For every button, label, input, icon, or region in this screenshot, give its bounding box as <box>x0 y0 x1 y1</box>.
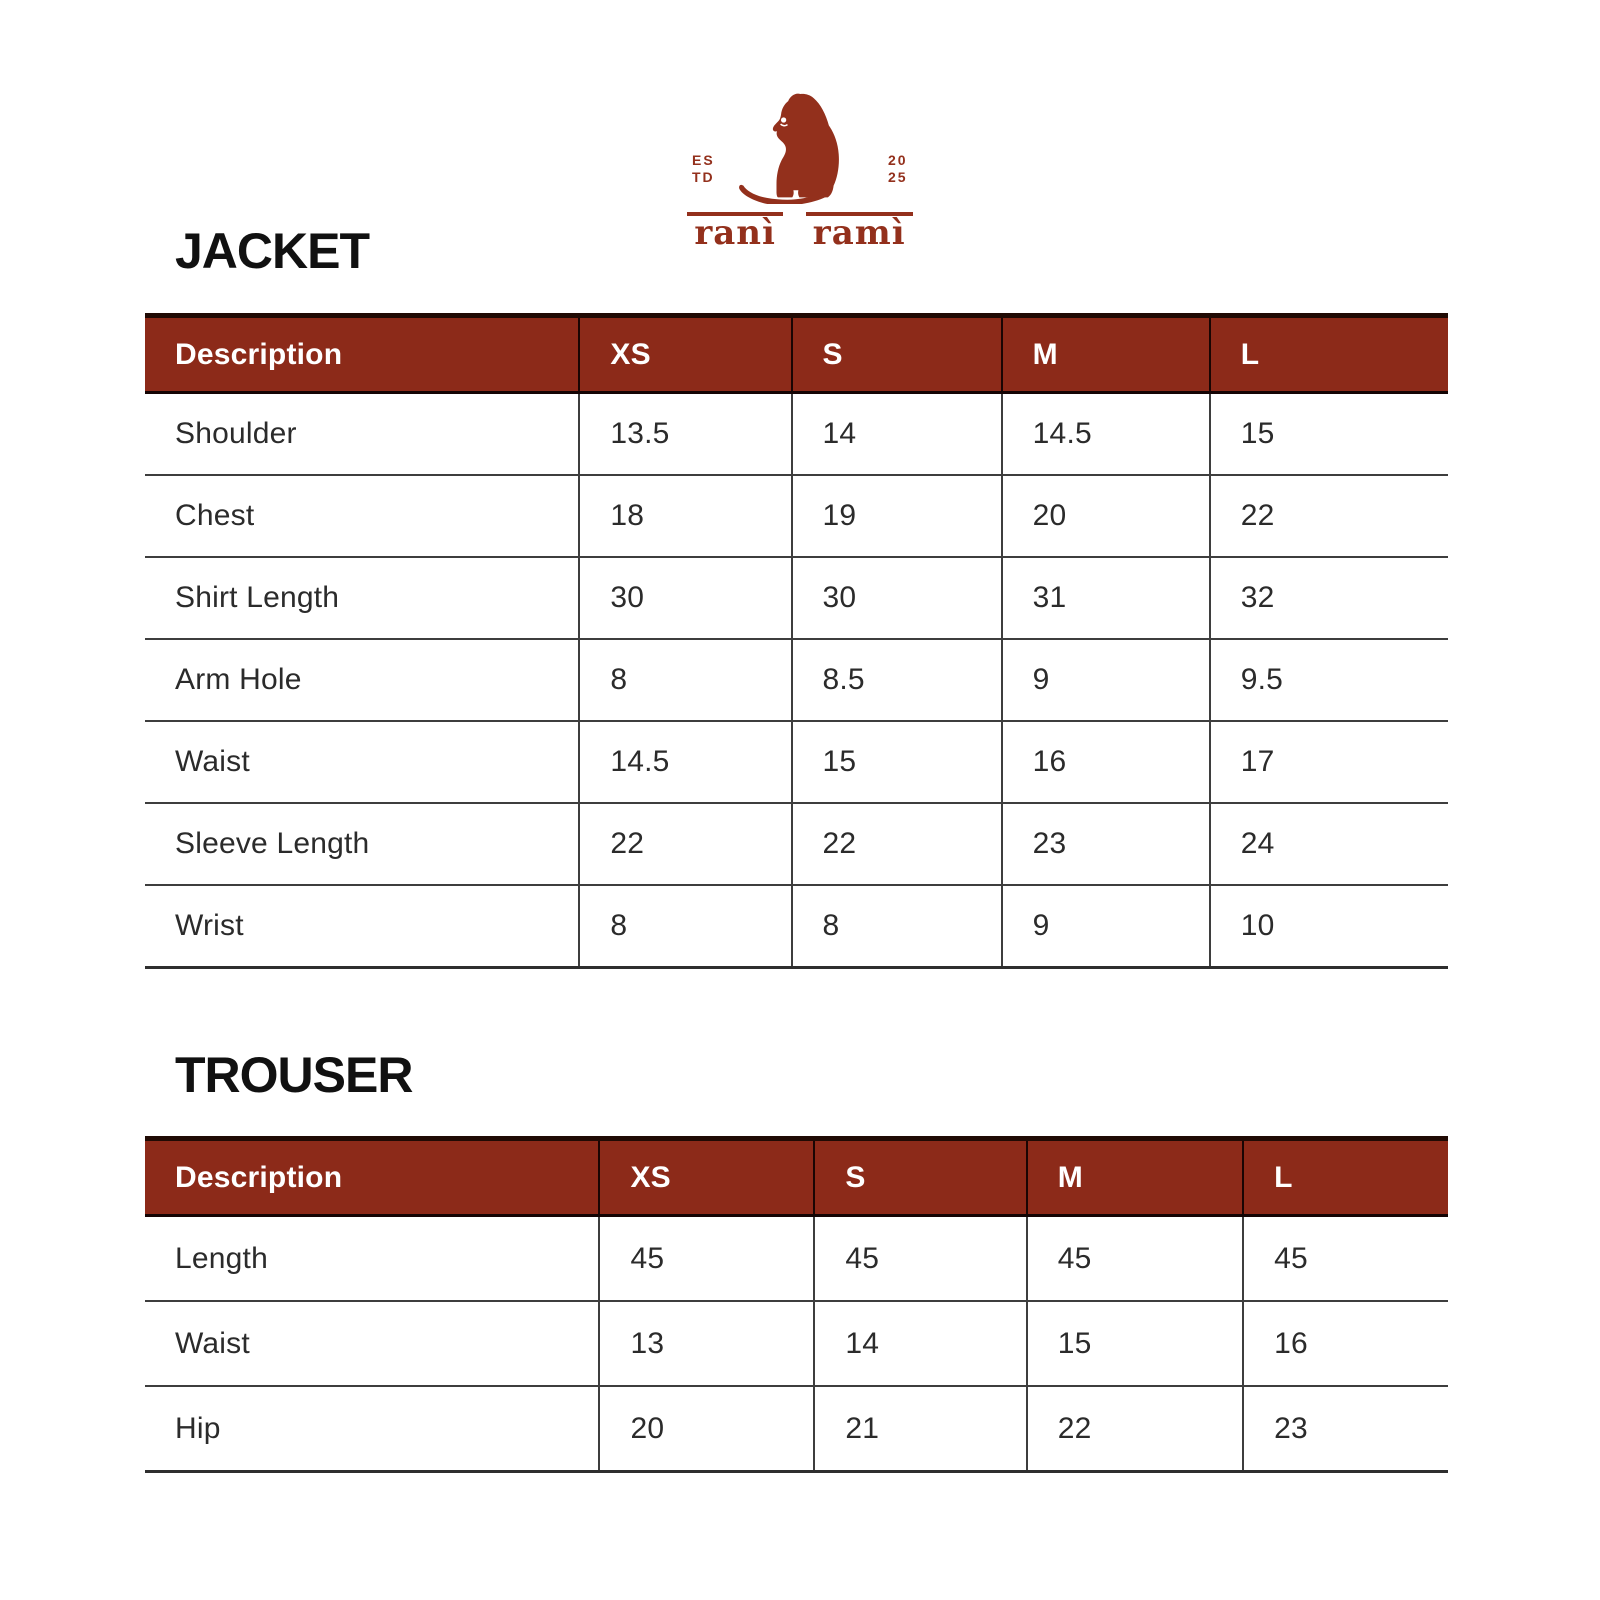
cell-value: 22 <box>578 804 790 884</box>
jacket-section-title: JACKET <box>175 223 370 279</box>
cell-value: 14 <box>791 394 1001 474</box>
table-row <box>145 804 1448 886</box>
cell-value: 22 <box>1026 1387 1242 1470</box>
estd-right-text <box>888 152 908 186</box>
row-label: Waist <box>175 1326 250 1360</box>
column-header-description: Description <box>175 337 343 371</box>
cell-value: 32 <box>1209 558 1448 638</box>
cell-value: 30 <box>578 558 790 638</box>
trouser-size-table <box>145 1136 1448 1473</box>
cell-value: 31 <box>1001 558 1209 638</box>
cell-value: 17 <box>1209 722 1448 802</box>
table-row <box>145 640 1448 722</box>
trouser-header-row <box>145 1141 1448 1217</box>
estd-line: TD <box>692 169 715 185</box>
estd-line: 20 <box>888 152 908 168</box>
cell-value: 21 <box>813 1387 1025 1470</box>
cell-value: 14.5 <box>578 722 790 802</box>
estd-line: 25 <box>888 169 908 185</box>
cell-value: 9.5 <box>1209 640 1448 720</box>
tiger-eye <box>781 117 786 122</box>
cell-value: 24 <box>1209 804 1448 884</box>
table-row <box>145 476 1448 558</box>
logo-art <box>650 90 950 210</box>
estd-left-text <box>692 152 715 186</box>
cell-value: 23 <box>1242 1387 1448 1470</box>
column-header-s: S <box>791 318 1001 391</box>
cell-value: 10 <box>1209 886 1448 966</box>
row-label: Hip <box>175 1411 221 1445</box>
cell-value: 45 <box>1026 1217 1242 1300</box>
cell-value: 15 <box>1026 1302 1242 1385</box>
cell-value: 13.5 <box>578 394 790 474</box>
cell-value: 18 <box>578 476 790 556</box>
cell-value: 9 <box>1001 640 1209 720</box>
table-row <box>145 1217 1448 1302</box>
cell-value: 16 <box>1242 1302 1448 1385</box>
cell-value: 22 <box>1209 476 1448 556</box>
row-label: Sleeve Length <box>175 827 370 860</box>
tiger-icon <box>736 92 874 204</box>
column-header-s: S <box>813 1141 1025 1214</box>
column-header-m: M <box>1026 1141 1242 1214</box>
row-label: Shoulder <box>175 417 297 450</box>
column-header-xs: XS <box>578 318 790 391</box>
cell-value: 20 <box>1001 476 1209 556</box>
cell-value: 23 <box>1001 804 1209 884</box>
cell-value: 15 <box>791 722 1001 802</box>
column-header-description: Description <box>175 1160 343 1194</box>
table-row <box>145 886 1448 966</box>
column-header-xs: XS <box>598 1141 813 1214</box>
wordmark-word: ramì <box>806 212 913 252</box>
cell-value: 8 <box>791 886 1001 966</box>
jacket-table-body <box>145 394 1448 966</box>
table-row <box>145 1302 1448 1387</box>
column-header-l: L <box>1242 1141 1448 1214</box>
cell-value: 45 <box>598 1217 813 1300</box>
row-label: Waist <box>175 745 250 778</box>
column-header-m: M <box>1001 318 1209 391</box>
cell-value: 19 <box>791 476 1001 556</box>
cell-value: 13 <box>598 1302 813 1385</box>
cell-value: 30 <box>791 558 1001 638</box>
cell-value: 45 <box>813 1217 1025 1300</box>
row-label: Length <box>175 1241 268 1275</box>
row-label: Shirt Length <box>175 581 340 614</box>
table-row <box>145 722 1448 804</box>
cell-value: 15 <box>1209 394 1448 474</box>
cell-value: 22 <box>791 804 1001 884</box>
trouser-section-title: TROUSER <box>175 1047 413 1103</box>
wordmark-word: ranì <box>687 212 783 252</box>
column-header-l: L <box>1209 318 1448 391</box>
cell-value: 8 <box>578 640 790 720</box>
cell-value: 14 <box>813 1302 1025 1385</box>
row-label: Wrist <box>175 909 244 942</box>
jacket-size-table <box>145 313 1448 969</box>
cell-value: 20 <box>598 1387 813 1470</box>
table-row <box>145 1387 1448 1470</box>
row-label: Arm Hole <box>175 663 302 696</box>
table-row <box>145 558 1448 640</box>
row-label: Chest <box>175 499 255 532</box>
cell-value: 9 <box>1001 886 1209 966</box>
cell-value: 8.5 <box>791 640 1001 720</box>
cell-value: 16 <box>1001 722 1209 802</box>
estd-line: ES <box>692 152 715 168</box>
table-row <box>145 394 1448 476</box>
cell-value: 8 <box>578 886 790 966</box>
trouser-table-body <box>145 1217 1448 1470</box>
jacket-header-row <box>145 318 1448 394</box>
cell-value: 45 <box>1242 1217 1448 1300</box>
cell-value: 14.5 <box>1001 394 1209 474</box>
